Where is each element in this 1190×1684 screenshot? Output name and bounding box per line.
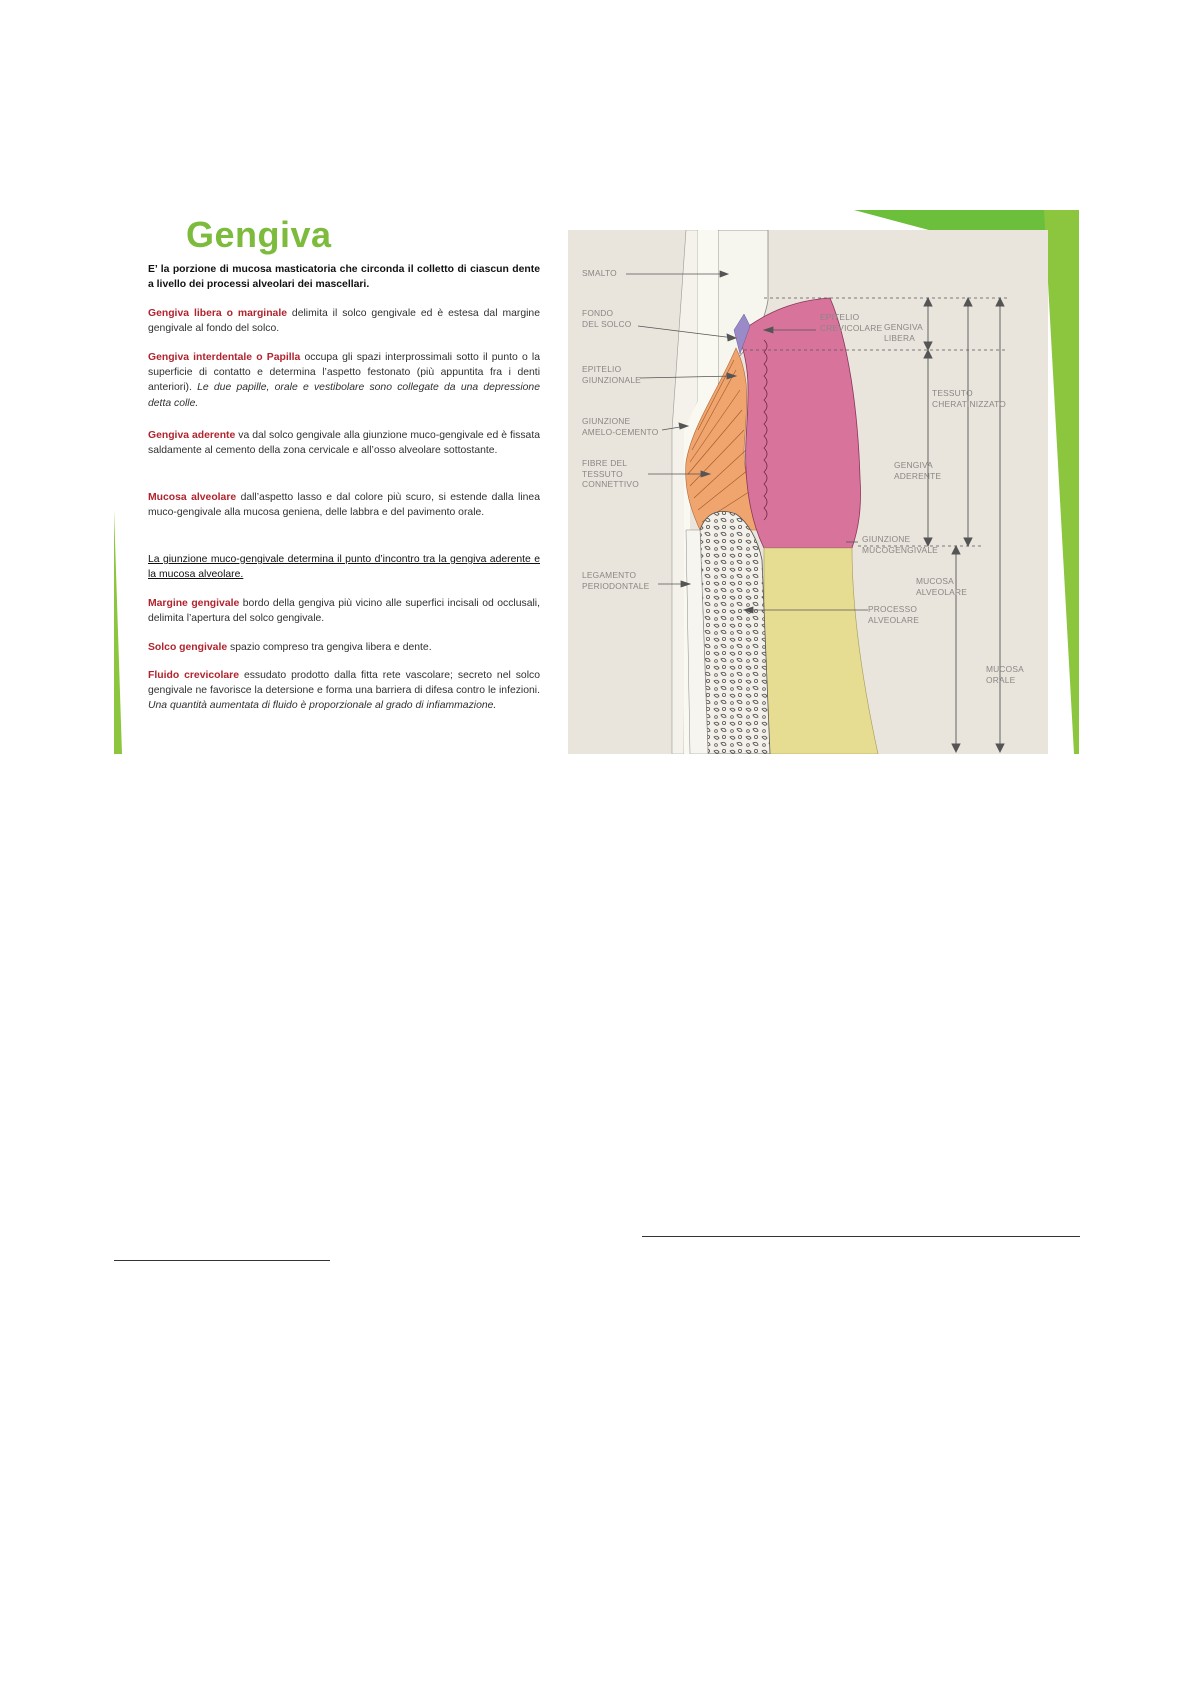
term-margine-gengivale: Margine gengivale: [148, 598, 240, 609]
paragraph-solco-gengivale: [148, 640, 540, 655]
slide: [114, 210, 1079, 754]
label-processo-alveolare: PROCESSO ALVEOLARE: [868, 604, 919, 625]
underlined-statement: La giunzione muco-gengivale determina il punto d’incontro tra la gengiva aderente e la mucosa alveolare.: [148, 554, 540, 581]
label-legamento: LEGAMENTO PERIODONTALE: [582, 570, 650, 591]
rule-line-upper: [642, 1236, 1080, 1237]
paragraph-gengiva-aderente: [148, 428, 540, 458]
label-epitelio-crevicolare: EPITELIO CREVICOLARE: [820, 312, 883, 333]
definition-text: dall’aspetto lasso e dal colore più scuro, si estende dalla linea muco-gengivale alla mucosa geniena, delle labbra e del pavimento orale.: [148, 492, 540, 519]
label-gengiva-aderente: GENGIVA ADERENTE: [894, 460, 942, 481]
anatomy-drawing: [568, 230, 1048, 754]
alveolar-bone: [700, 511, 770, 754]
label-tessuto-cheratinizzato: TESSUTO CHERATINIZZATO: [932, 388, 1006, 409]
label-mucosa-orale: MUCOSA ORALE: [986, 664, 1024, 685]
term-gengiva-libera: Gengiva libera o marginale: [148, 308, 287, 319]
rule-line-lower: [114, 1260, 330, 1261]
label-mucosa-alveolare: MUCOSA ALVEOLARE: [916, 576, 967, 597]
label-smalto: SMALTO: [582, 268, 617, 278]
label-gengiva-libera: GENGIVA LIBERA: [884, 322, 923, 343]
term-gengiva-aderente: Gengiva aderente: [148, 430, 236, 441]
definition-italic: Una quantità aumentata di fluido è proporzionale al grado di infiammazione.: [148, 700, 497, 712]
label-giunzione-mucogengivale: GIUNZIONE MUCOGENGIVALE: [862, 534, 938, 555]
alveolar-mucosa: [764, 548, 878, 754]
term-fluido-crevicolare: Fluido crevicolare: [148, 670, 239, 681]
label-epitelio-giunzionale: EPITELIO GIUNZIONALE: [582, 364, 641, 385]
definition-text: occupa gli spazi interprossimali sotto il punto o la superficie di contatto e determina l’aspetto festonato (più appuntita fra i denti anteriori).: [148, 352, 540, 394]
slide-title: Gengiva: [186, 214, 332, 255]
term-mucosa-alveolare: Mucosa alveolare: [148, 492, 237, 503]
label-giunzione-amelo-cemento: GIUNZIONE AMELO-CEMENTO: [582, 416, 659, 437]
term-gengiva-interdentale: Gengiva interdentale o Papilla: [148, 352, 301, 363]
gingiva-shape: [738, 298, 861, 548]
definition-text: delimita il solco gengivale ed è estesa dal margine gengivale al fondo del solco.: [148, 308, 540, 335]
paragraph-gengiva-interdentale: [148, 350, 540, 411]
paragraph-giunzione: [148, 552, 540, 582]
intro-text: E’ la porzione di mucosa masticatoria che circonda il colletto di ciascun dente a livello dei processi alveolari dei mascellari.: [148, 264, 540, 291]
gingiva-anatomy-figure: [568, 230, 1048, 754]
paragraph-mucosa-alveolare: [148, 490, 540, 520]
definition-italic: Le due papille, orale e vestibolare sono collegate da una depressione detta colle.: [148, 382, 540, 409]
term-solco-gengivale: Solco gengivale: [148, 642, 228, 653]
definition-text: va dal solco gengivale alla giunzione muco-gengivale ed è fissata saldamente al cemento della zona cervicale e all’osso alveolare sottostante.: [148, 430, 540, 457]
paragraph-gengiva-libera: [148, 306, 540, 336]
definition-text: essudato prodotto dalla fitta rete vascolare; secreto nel solco gengivale ne favorisce la detersione e forma una barriera di difesa contro le infezioni.: [148, 670, 540, 697]
intro-paragraph: [148, 262, 540, 292]
label-fondo-solco: FONDO DEL SOLCO: [582, 308, 632, 329]
paragraph-fluido-crevicolare: [148, 668, 540, 714]
definition-text: bordo della gengiva più vicino alle superfici incisali od occlusali, delimita l’apertura del solco gengivale.: [148, 598, 540, 625]
definition-text: spazio compreso tra gengiva libera e dente.: [227, 642, 432, 653]
paragraph-margine-gengivale: [148, 596, 540, 626]
label-fibre-tessuto: FIBRE DEL TESSUTO CONNETTIVO: [582, 458, 639, 489]
